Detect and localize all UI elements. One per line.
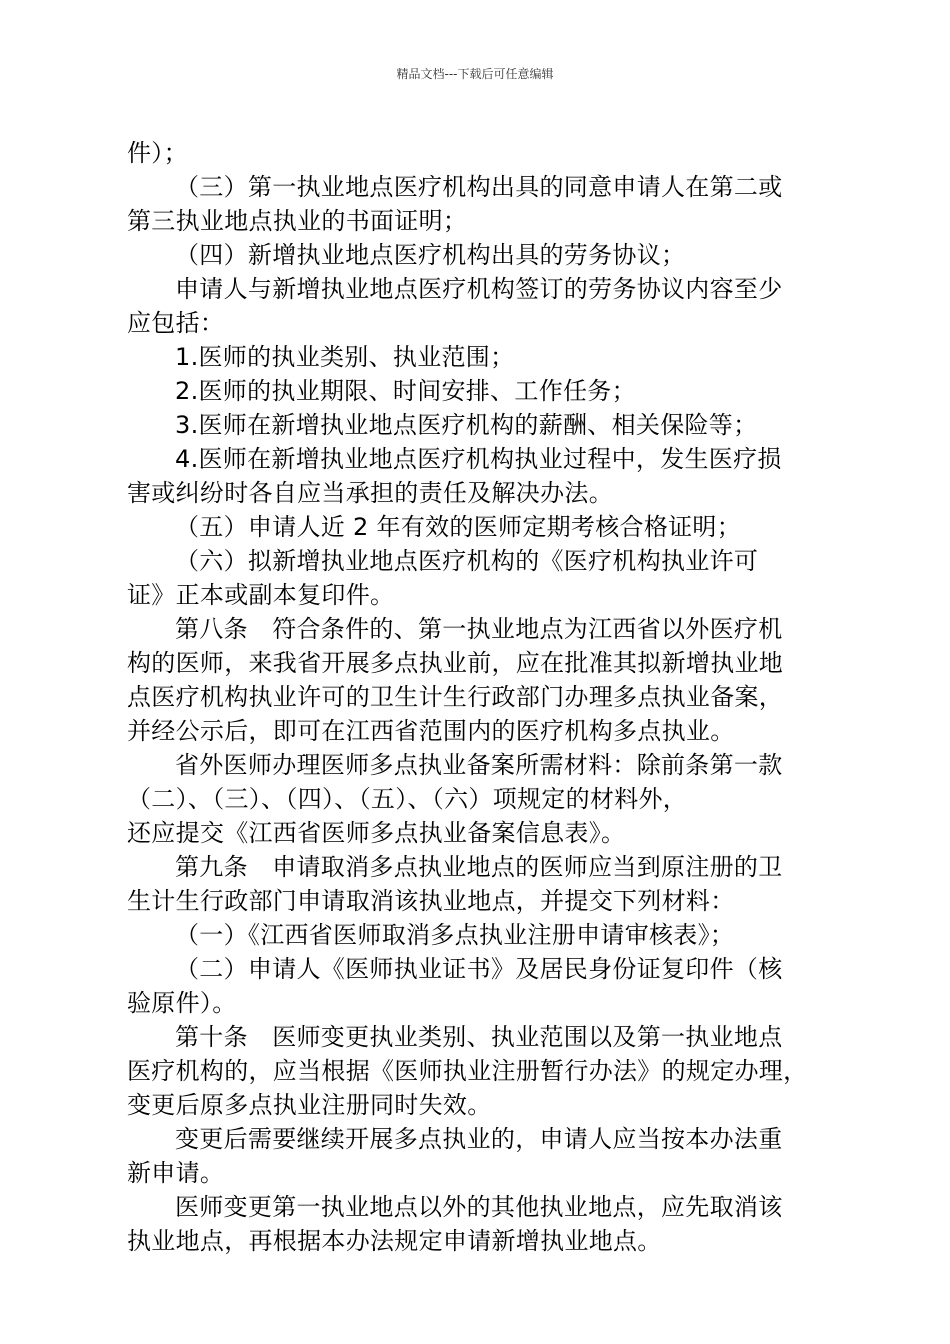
text-line: 第九条 申请取消多点执业地点的医师应当到原注册的卫 — [175, 853, 783, 881]
text-line: （一）《江西省医师取消多点执业注册申请审核表》； — [175, 921, 735, 949]
text-line: 构的医师，来我省开展多点执业前，应在批准其拟新增执业地 — [127, 649, 784, 677]
text-line: 3.医师在新增执业地点医疗机构的薪酬、相关保险等； — [175, 411, 758, 439]
text-line: 变更后需要继续开展多点执业的，申请人应当按本办法重 — [175, 1125, 783, 1153]
text-line: 变更后原多点执业注册同时失效。 — [127, 1091, 492, 1119]
text-line: 省外医师办理医师多点执业备案所需材料：除前条第一款 — [175, 751, 783, 779]
text-line: 还应提交《江西省医师多点执业备案信息表》。 — [127, 819, 626, 847]
text-line: （二）、（三）、（四）、（五）、（六）项规定的材料外， — [127, 785, 688, 813]
text-line: 1.医师的执业类别、执业范围； — [175, 343, 515, 371]
text-line: 医疗机构的，应当根据《医师执业注册暂行办法》的规定办理， — [127, 1057, 808, 1085]
text-line: 并经公示后，即可在江西省范围内的医疗机构多点执业。 — [127, 717, 735, 745]
text-line: 医师变更第一执业地点以外的其他执业地点，应先取消该 — [175, 1193, 783, 1221]
text-line: （三）第一执业地点医疗机构出具的同意申请人在第二或 — [175, 173, 783, 201]
page-header: 精品文档---下载后可任意编辑 — [396, 67, 554, 81]
text-line: （四）新增执业地点医疗机构出具的劳务协议； — [175, 241, 686, 269]
text-line: 4.医师在新增执业地点医疗机构执业过程中，发生医疗损 — [175, 445, 782, 473]
text-line: 2.医师的执业期限、时间安排、工作任务； — [175, 377, 636, 405]
text-line: 第十条 医师变更执业类别、执业范围以及第一执业地点 — [175, 1023, 783, 1051]
text-line: 第八条 符合条件的、第一执业地点为江西省以外医疗机 — [175, 615, 783, 643]
text-line: 第三执业地点执业的书面证明； — [127, 207, 468, 235]
text-line: 新申请。 — [127, 1159, 225, 1187]
document-body — [127, 136, 827, 1258]
text-line: 件）； — [127, 139, 188, 167]
text-line: 点医疗机构执业许可的卫生计生行政部门办理多点执业备案， — [127, 683, 784, 711]
text-line: 应包括： — [127, 309, 225, 337]
text-line: 证》正本或副本复印件。 — [127, 581, 395, 609]
text-line: 害或纠纷时各自应当承担的责任及解决办法。 — [127, 479, 613, 507]
text-line: 生计生行政部门申请取消该执业地点，并提交下列材料： — [127, 887, 735, 915]
text-line: （五）申请人近 2 年有效的医师定期考核合格证明； — [175, 513, 742, 541]
text-line: 申请人与新增执业地点医疗机构签订的劳务协议内容至少 — [175, 275, 783, 303]
text-line: 验原件）。 — [127, 989, 237, 1017]
text-line: 执业地点，再根据本办法规定申请新增执业地点。 — [127, 1227, 662, 1255]
text-line: （二）申请人《医师执业证书》及居民身份证复印件（核 — [175, 955, 783, 983]
text-line: （六）拟新增执业地点医疗机构的《医疗机构执业许可 — [175, 547, 759, 575]
